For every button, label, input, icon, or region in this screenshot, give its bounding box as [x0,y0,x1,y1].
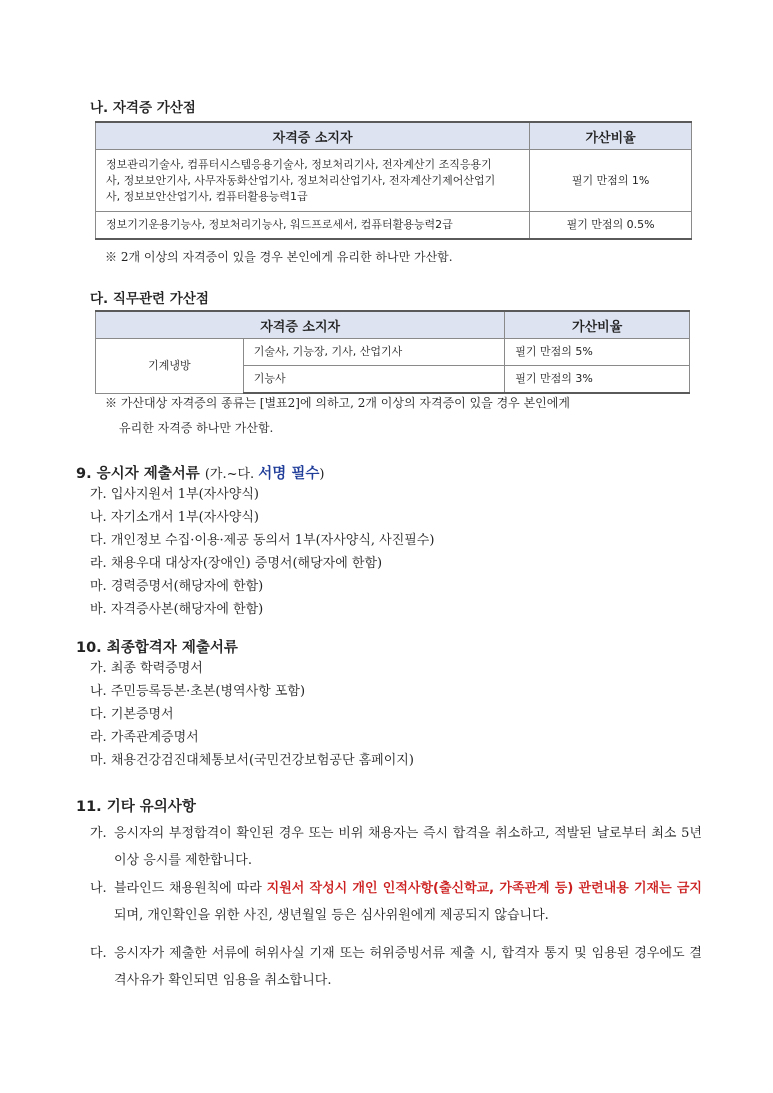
job-bonus-note [105,391,570,441]
cert-cell: 기능사 [243,366,505,394]
prohibited-info-warning: 지원서 작성시 개인 인적사항(출신학교, 가족관계 등) 관련내용 기재는 금지 [266,881,702,896]
list-item: 마. 경력증명서(해당자에 한함) [90,579,264,594]
section-10-heading: 10. 최종합격자 제출서류 [76,640,238,656]
list-item: 나. 주민등록등본·초본(병역사항 포함) [90,684,306,699]
list-item: 나. 자기소개서 1부(자사양식) [90,510,259,525]
section-9-list [90,483,434,621]
list-item: 가. 최종 학력증명서 [90,661,203,676]
job-bonus-note-line-2: 유리한 자격증 하나만 가산함. [119,421,274,435]
list-item: 가. 입사지원서 1부(자사양식) [90,487,259,502]
notice-text: 응시자가 제출한 서류에 허위사실 기재 또는 허위증빙서류 제출 시, 합격자 통지 및 임용된 경우에도 결격사유가 확인되면 임용을 취소합니다. [114,946,702,988]
rate-cell: 필기 만점의 1% [530,150,692,212]
rate-cell: 필기 만점의 0.5% [530,212,692,240]
notice-text [114,875,702,929]
table-header-row [96,122,692,150]
section-9-paren-close: ) [319,467,325,482]
table-header-row [96,311,690,339]
cert-list-cell: 정보기기운용기능사, 정보처리기능사, 워드프로세서, 컴퓨터활용능력2급 [96,212,530,240]
notice-text: 응시자의 부정합격이 확인된 경우 또는 비위 채용자는 즉시 합격을 취소하고, 적발된 날로부터 최소 5년이상 응시를 제한합니다. [114,826,702,868]
list-item: 바. 자격증사본(해당자에 한함) [90,602,264,617]
section-9-title: 9. 응시자 제출서류 [76,466,200,482]
cert-bonus-note: ※ 2개 이상의 자격증이 있을 경우 본인에게 유리한 하나만 가산함. [105,250,453,264]
list-item: 라. 채용우대 대상자(장애인) 증명서(해당자에 한함) [90,556,383,571]
section-9-heading [76,462,324,483]
list-item: 다. 기본증명서 [90,707,174,722]
job-bonus-heading: 다. 직무관련 가산점 [90,291,209,307]
notice-label: 나. [90,881,107,896]
rate-cell: 필기 만점의 5% [505,339,690,366]
list-item: 다. 개인정보 수집·이용·제공 동의서 1부(자사양식, 사진필수) [90,533,435,548]
notice-paragraph-3 [90,940,702,994]
column-header-cert: 자격증 소지자 [96,311,505,339]
notice-label: 다. [90,946,107,961]
signature-required-label: 서명 필수 [258,466,320,482]
list-item: 마. 채용건강검진대체통보서(국민건강보험공단 홈페이지) [90,753,414,768]
list-item: 라. 가족관계증명서 [90,730,199,745]
rate-cell: 필기 만점의 3% [505,366,690,394]
cert-cell: 기술사, 기능장, 기사, 산업기사 [243,339,505,366]
job-bonus-note-line-1: ※ 가산대상 자격증의 종류는 [별표2]에 의하고, 2개 이상의 자격증이 있을 경우 본인에게 [105,396,570,410]
notice-paragraph-1 [90,820,702,874]
notice-label: 가. [90,826,107,841]
cert-list-cell: 정보관리기술사, 컴퓨터시스템응용기술사, 정보처리기사, 전자계산기 조직응용기사, 정보보안기사, 사무자동화산업기사, 정보처리산업기사, 전자계산기제어산업기사, 정보보안산업기사, 컴퓨터활용능력1급 [96,150,530,212]
column-header-cert: 자격증 소지자 [96,122,530,150]
table-row [96,150,692,212]
section-11-heading: 11. 기타 유의사항 [76,799,196,815]
table-row [96,212,692,240]
column-header-rate: 가산비율 [505,311,690,339]
section-9-paren-open: (가.~다. [204,467,259,482]
job-bonus-table [95,310,690,394]
section-10-list [90,657,414,772]
notice-paragraph-2 [90,875,702,929]
cert-bonus-table [95,121,692,240]
notice-text-post: 되며, 개인확인을 위한 사진, 생년월일 등은 심사위원에게 제공되지 않습니다. [114,908,549,923]
table-row [96,339,690,366]
cert-bonus-heading: 나. 자격증 가산점 [90,100,196,116]
notice-text-pre: 블라인드 채용원칙에 따라 [114,881,267,896]
job-field-cell: 기계냉방 [96,339,244,394]
column-header-rate: 가산비율 [530,122,692,150]
